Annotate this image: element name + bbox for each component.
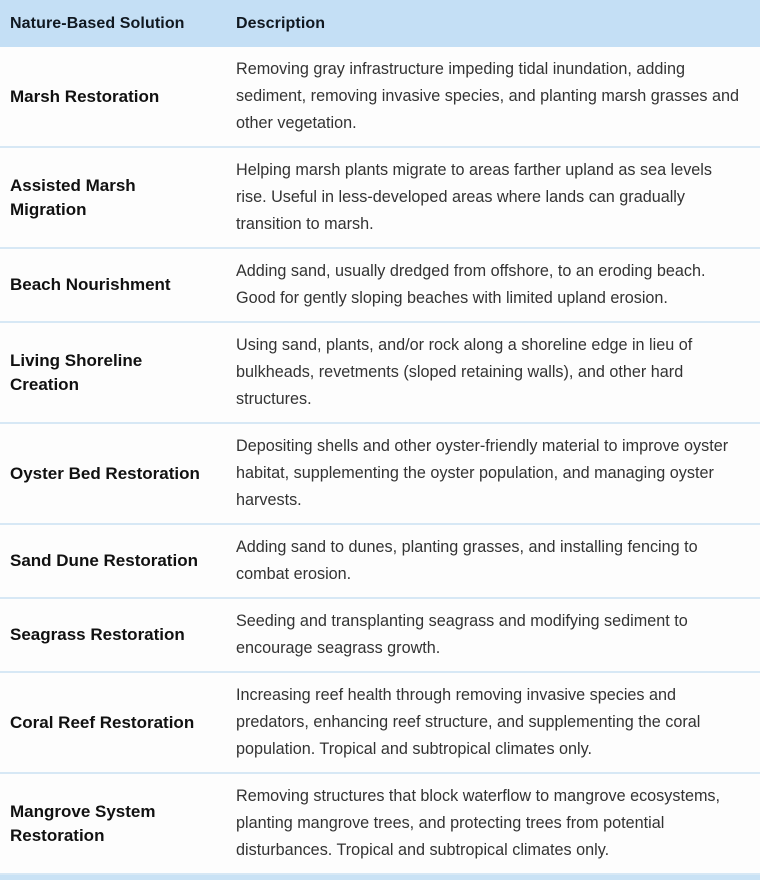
header-description-column: Description bbox=[236, 14, 326, 32]
solution-description: Adding sand to dunes, planting grasses, and installing fencing to combat erosion. bbox=[236, 538, 698, 583]
solution-name: Sand Dune Restoration bbox=[10, 551, 198, 570]
solution-name: Seagrass Restoration bbox=[10, 625, 185, 644]
solution-name: Coral Reef Restoration bbox=[10, 712, 195, 732]
solution-description: Depositing shells and other oyster-friendly material to improve oyster habitat, supplementing the oyster population, and managing oyster harvests. bbox=[236, 437, 729, 509]
solution-description: Seeding and transplanting seagrass and modifying sediment to encourage seagrass growth. bbox=[236, 612, 688, 657]
table-row bbox=[0, 323, 760, 424]
solution-description: Removing gray infrastructure impeding tidal inundation, adding sediment, removing invasive species, and planting marsh grasses and other vegetation. bbox=[236, 60, 739, 132]
table-row bbox=[0, 148, 760, 249]
table-row bbox=[0, 774, 760, 875]
bottom-accent-bar bbox=[0, 875, 760, 880]
table-row bbox=[0, 525, 760, 599]
solution-name: Assisted Marsh Migration bbox=[10, 175, 136, 219]
solution-description: Using sand, plants, and/or rock along a shoreline edge in lieu of bulkheads, revetments (sloped retaining walls), and other hard structures. bbox=[236, 336, 693, 408]
table-header-row bbox=[0, 0, 760, 47]
solution-name: Mangrove System Restoration bbox=[10, 801, 156, 845]
solution-name: Beach Nourishment bbox=[10, 275, 171, 294]
table-row bbox=[0, 424, 760, 525]
table-row bbox=[0, 673, 760, 774]
solution-name: Oyster Bed Restoration bbox=[10, 463, 200, 483]
solution-description: Helping marsh plants migrate to areas farther upland as sea levels rise. Useful in less-developed areas where lands can gradually transition to marsh. bbox=[236, 161, 712, 233]
table-row bbox=[0, 599, 760, 673]
header-solution-column: Nature-Based Solution bbox=[10, 14, 185, 32]
solution-name: Marsh Restoration bbox=[10, 86, 160, 106]
solution-name: Living Shoreline Creation bbox=[10, 350, 143, 394]
solution-description: Increasing reef health through removing invasive species and predators, enhancing reef structure, and supplementing the coral population. Tropical and subtropical climates only. bbox=[236, 686, 701, 758]
table-row bbox=[0, 47, 760, 148]
solution-description: Adding sand, usually dredged from offshore, to an eroding beach. Good for gently sloping beaches with limited upland erosion. bbox=[236, 262, 706, 307]
solution-description: Removing structures that block waterflow to mangrove ecosystems, planting mangrove trees, and protecting trees from potential disturbances. Tropical and subtropical climates only. bbox=[236, 787, 721, 859]
table-row bbox=[0, 249, 760, 323]
